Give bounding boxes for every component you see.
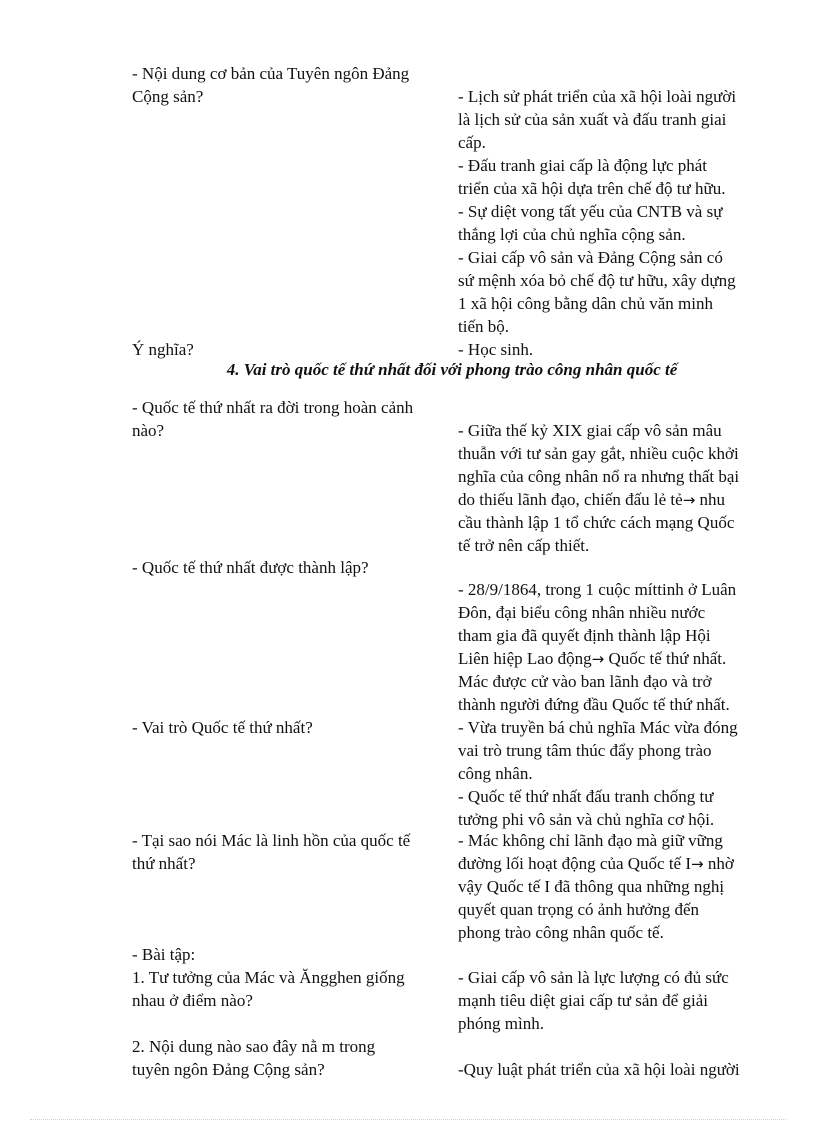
right-arrow-icon: →: [591, 650, 605, 668]
answer-line: tưởng phi vô sản và chủ nghĩa cơ hội.: [458, 810, 715, 829]
answer-segment: đường lối hoạt động của Quốc tế I: [458, 854, 692, 873]
answer-line: - Giữa thế kỷ XIX giai cấp vô sản mâu: [458, 421, 722, 440]
right-arrow-icon: →: [691, 855, 704, 873]
answer-line: - Giai cấp vô sản là lực lượng có đủ sức: [458, 968, 729, 987]
answer-line: [458, 647, 772, 671]
answer-line: - Mác không chỉ lãnh đạo mà giữ vững: [458, 831, 723, 850]
answer-segment: do thiếu lãnh đạo, chiến đấu lẻ tẻ: [458, 490, 683, 509]
answer-line: vậy Quốc tế I đã thông qua những nghị: [458, 877, 725, 896]
question-hoan-canh-line1: - Quốc tế thứ nhất ra đời trong hoàn cảnh: [132, 398, 414, 417]
answer-line: Đôn, đại biểu công nhân nhiều nước: [458, 603, 706, 622]
answer-line: triển của xã hội dựa trên chế độ tư hữu.: [458, 179, 726, 198]
page-bottom-rule: [30, 1119, 786, 1120]
question-tuyen-ngon-line2: Cộng sản?: [132, 87, 204, 106]
answer-line: sứ mệnh xóa bỏ chế độ tư hữu, xây dựng: [458, 271, 736, 290]
answer-segment: Liên hiệp Lao động: [458, 649, 592, 668]
answer-line: tế trở nên cấp thiết.: [458, 536, 590, 555]
question-linh-hon-line2: thứ nhất?: [132, 854, 196, 873]
answer-line: nghĩa của công nhân nổ ra nhưng thất bại: [458, 467, 740, 486]
answer-line: thành người đứng đầu Quốc tế thứ nhất.: [458, 695, 730, 714]
answer-line: - Quốc tế thứ nhất đấu tranh chống tư: [458, 787, 714, 806]
answer-line: là lịch sử của sản xuất và đấu tranh giai: [458, 110, 727, 129]
answer-line: - Sự diệt vong tất yếu của CNTB và sự: [458, 202, 723, 221]
answer-line: mạnh tiêu diệt giai cấp tư sản để giải: [458, 991, 708, 1010]
answer-line: phóng mình.: [458, 1014, 544, 1033]
question-bt2-line1: 2. Nội dung nào sao đây nằ m trong: [132, 1037, 376, 1056]
question-y-nghia: Ý nghĩa?: [132, 340, 194, 359]
question-bt1-line1: 1. Tư tưởng của Mác và Ăngghen giống: [132, 968, 405, 987]
answer-line: -Quy luật phát triển của xã hội loài người: [458, 1060, 740, 1079]
bai-tap-label: - Bài tập:: [132, 945, 196, 964]
answer-line: tiến bộ.: [458, 317, 509, 336]
question-thanh-lap: - Quốc tế thứ nhất được thành lập?: [132, 558, 369, 577]
answer-line: vai trò trung tâm thúc đẩy phong trào: [458, 741, 712, 760]
answer-line: phong trào công nhân quốc tế.: [458, 923, 664, 942]
answer-segment: Quốc tế thứ nhất.: [608, 649, 727, 668]
question-bt2-line2: tuyên ngôn Đảng Cộng sản?: [132, 1060, 325, 1079]
answer-line: - Đấu tranh giai cấp là động lực phát: [458, 156, 708, 175]
answer-segment: nhờ: [707, 854, 734, 873]
answer-line: - Giai cấp vô sản và Đảng Cộng sản có: [458, 248, 723, 267]
answer-line: [458, 852, 772, 876]
question-bt1-line2: nhau ở điểm nào?: [132, 991, 253, 1010]
question-tuyen-ngon-line1: - Nội dung cơ bản của Tuyên ngôn Đảng: [132, 64, 410, 83]
answer-line: - Lịch sử phát triển của xã hội loài người: [458, 87, 737, 106]
answer-line: 1 xã hội công bằng dân chủ văn minh: [458, 294, 713, 313]
answer-y-nghia: - Học sinh.: [458, 340, 534, 359]
answer-line: tham gia đã quyết định thành lập Hội: [458, 626, 711, 645]
section-heading: 4. Vai trò quốc tế thứ nhất đối với phong trào công nhân quốc tế: [226, 360, 678, 379]
answer-line: quyết quan trọng có ảnh hưởng đến: [458, 900, 700, 919]
right-arrow-icon: →: [682, 491, 696, 509]
answer-line: thắng lợi của chủ nghĩa cộng sản.: [458, 225, 686, 244]
question-hoan-canh-line2: nào?: [132, 421, 165, 440]
answer-segment: nhu: [699, 490, 726, 509]
answer-line: cấp.: [458, 133, 486, 152]
answer-line: - Vừa truyền bá chủ nghĩa Mác vừa đóng: [458, 718, 738, 737]
question-linh-hon-line1: - Tại sao nói Mác là linh hồn của quốc tế: [132, 831, 411, 850]
answer-line: thuẫn với tư sản gay gắt, nhiều cuộc khởi: [458, 444, 739, 463]
answer-line: cầu thành lập 1 tổ chức cách mạng Quốc: [458, 513, 735, 532]
answer-line: - 28/9/1864, trong 1 cuộc míttinh ở Luân: [458, 580, 737, 599]
answer-line: [458, 488, 772, 512]
answer-line: Mác được cử vào ban lãnh đạo và trở: [458, 672, 712, 691]
question-vai-tro: - Vai trò Quốc tế thứ nhất?: [132, 718, 313, 737]
answer-line: công nhân.: [458, 764, 533, 783]
